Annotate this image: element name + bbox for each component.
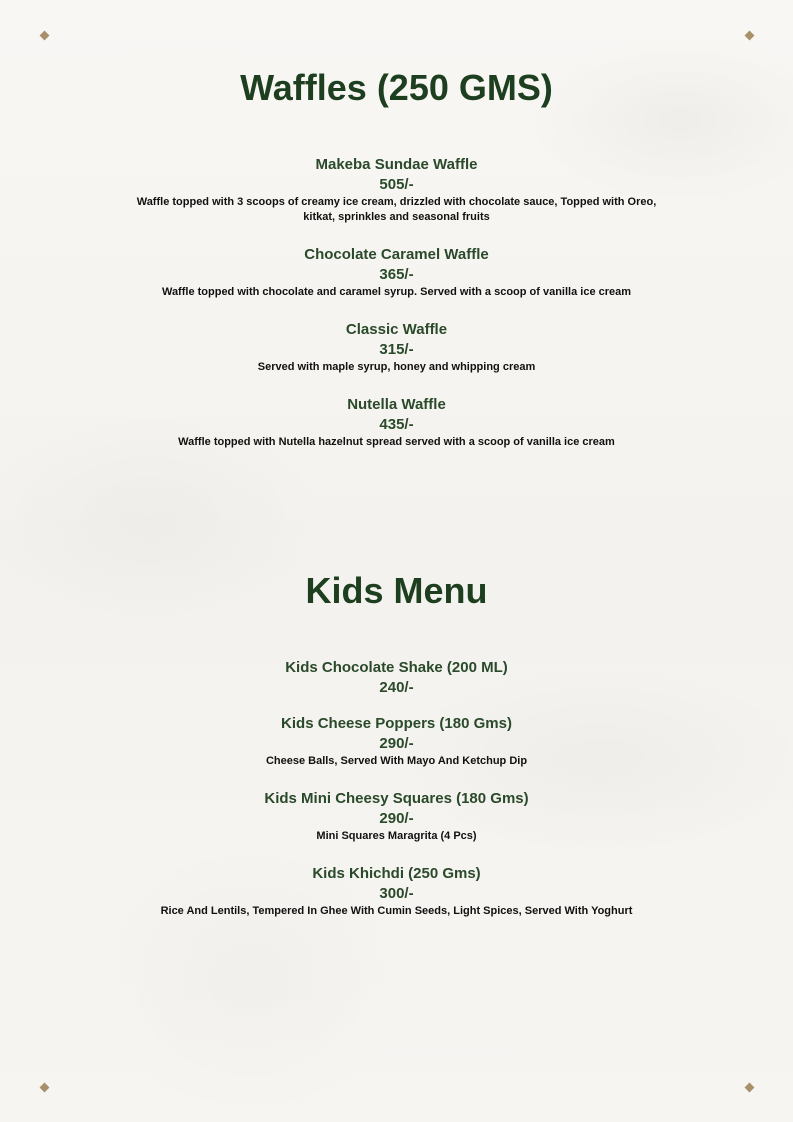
item-price: 435/- (379, 416, 414, 433)
menu-item (0, 864, 793, 919)
menu-item (0, 320, 793, 375)
item-price: 290/- (379, 735, 414, 752)
item-price: 300/- (379, 885, 414, 902)
item-name: Kids Chocolate Shake (200 ML) (285, 659, 508, 676)
corner-diamond-top-right-icon (745, 31, 755, 41)
item-description: Mini Squares Maragrita (4 Pcs) (316, 830, 477, 842)
item-name: Kids Mini Cheesy Squares (180 Gms) (264, 790, 529, 807)
menu-item (0, 395, 793, 450)
section-title-waffles: Waffles (250 GMS) (240, 67, 553, 108)
menu-item (0, 658, 793, 698)
item-description: Waffle topped with chocolate and caramel syrup. Served with a scoop of vanilla ice cream (161, 286, 632, 298)
item-price: 505/- (379, 176, 414, 193)
menu-item (0, 155, 793, 225)
item-description: Served with maple syrup, honey and whipping cream (257, 361, 536, 373)
item-name: Classic Waffle (345, 321, 448, 338)
item-description: Waffle topped with 3 scoops of creamy ice cream, drizzled with chocolate sauce, Topped with Oreo, kitkat, sprinkles and seasonal fruits (136, 196, 657, 223)
item-price: 240/- (379, 679, 414, 696)
item-description: Cheese Balls, Served With Mayo And Ketchup Dip (265, 755, 528, 767)
menu-item (0, 245, 793, 300)
menu-item (0, 714, 793, 769)
item-name: Chocolate Caramel Waffle (304, 246, 489, 263)
corner-diamond-top-left-icon (40, 31, 50, 41)
section-title-kids-menu: Kids Menu (305, 570, 488, 611)
item-price: 365/- (379, 266, 414, 283)
menu-item (0, 789, 793, 844)
item-price: 315/- (379, 341, 414, 358)
item-name: Makeba Sundae Waffle (315, 156, 478, 173)
item-description: Rice And Lentils, Tempered In Ghee With Cumin Seeds, Light Spices, Served With Yoghurt (160, 905, 633, 917)
corner-diamond-bottom-left-icon (40, 1083, 50, 1093)
item-name: Kids Khichdi (250 Gms) (312, 865, 481, 882)
corner-diamond-bottom-right-icon (745, 1083, 755, 1093)
item-price: 290/- (379, 810, 414, 827)
item-description: Waffle topped with Nutella hazelnut spread served with a scoop of vanilla ice cream (178, 436, 615, 448)
item-name: Kids Cheese Poppers (180 Gms) (281, 715, 512, 732)
item-name: Nutella Waffle (347, 396, 446, 413)
